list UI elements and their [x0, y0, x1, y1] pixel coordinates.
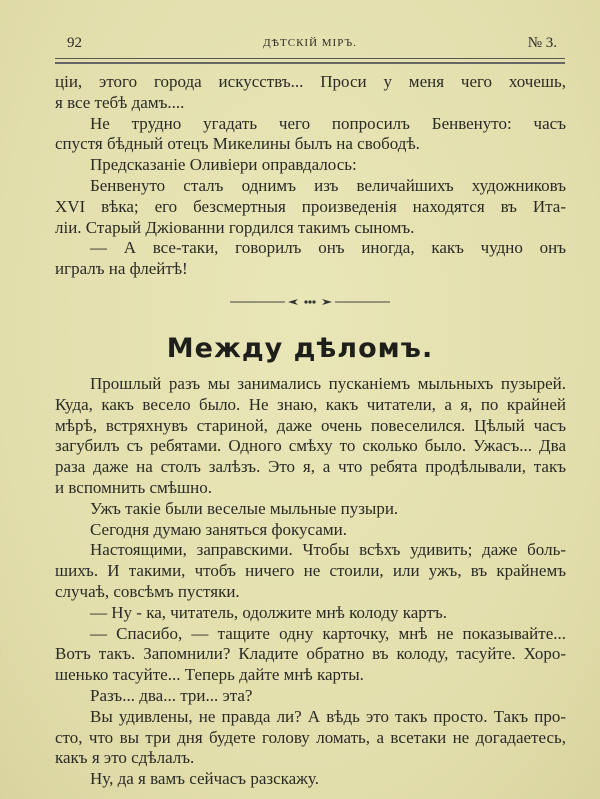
- text-line: Сегодня думаю заняться фокусами.: [90, 519, 347, 539]
- text-line: спустя бѣдный отецъ Микелины былъ на свободѣ.: [55, 134, 420, 154]
- text-line: случаѣ, совсѣмъ пустяки.: [55, 581, 240, 601]
- running-header: [55, 33, 565, 55]
- text-line: шенько тасуйте... Теперь дайте мнѣ карты.: [55, 665, 364, 685]
- text-line: Вы удивлены, не правда ли? А вѣдь это такъ просто. Такъ про-: [90, 706, 566, 726]
- text-line: и вспомнить смѣшно.: [55, 477, 212, 497]
- issue-number: № 3.: [527, 35, 557, 51]
- text-line: Настоящими, заправскими. Чтобы всѣхъ удивить; даже боль-: [90, 540, 566, 560]
- story-ending: [55, 72, 566, 280]
- text-line: загубилъ съ ребятами. Одного смѣху то сколько было. Ужасъ... Два: [55, 436, 566, 456]
- text-line: раза даже на столъ залѣзъ. Это я, а что ребята продѣлывали, такъ: [55, 457, 566, 477]
- text-line: Куда, какъ весело было. Не знаю, какъ читатели, а я, по крайней: [55, 394, 566, 414]
- text-line: Ужъ такіе были веселые мыльные пузыри.: [90, 498, 399, 518]
- section-divider-ornament: [230, 297, 390, 307]
- text-line: Разъ... два... три... эта?: [90, 685, 253, 705]
- article-title: Между дѣломъ.: [166, 333, 434, 364]
- text-line: Бенвенуто сталъ однимъ изъ величайшихъ художниковъ: [90, 175, 566, 195]
- text-line: Ну, да я вамъ сейчасъ разскажу.: [90, 769, 319, 789]
- text-line: Прошлый разъ мы занимались пусканіемъ мыльныхъ пузырей.: [90, 374, 566, 393]
- text-line: Не трудно угадать чего попросилъ Бенвенуто: часъ: [90, 113, 566, 133]
- text-line: какъ я это сдѣлалъ.: [55, 748, 195, 768]
- text-line: игралъ на флейтѣ!: [55, 259, 188, 279]
- text-line: — А все-таки, говорилъ онъ иногда, какъ чудно онъ: [90, 238, 566, 258]
- text-line: шихъ. И такими, чтобъ ничего не стоили, или ужъ, въ крайнемъ: [55, 561, 566, 581]
- article-body: [55, 374, 566, 790]
- text-line: Вотъ такъ. Запомнили? Кладите обратно въ колоду, тасуйте. Хоро-: [55, 644, 566, 664]
- text-line: — Ну - ка, читатель, одолжите мнѣ колоду картъ.: [90, 602, 448, 622]
- text-line: я все тебѣ дамъ....: [55, 92, 185, 112]
- text-line: сто, что вы три дня будете голову ломать, а всетаки не догадаетесь,: [55, 727, 566, 747]
- text-line: — Спасибо, — тащите одну карточку, мнѣ не показывайте...: [90, 623, 566, 643]
- header-rule: [55, 58, 565, 64]
- journal-title: ДѢТСКІЙ МІРЪ.: [263, 37, 357, 49]
- text-line: XVI вѣка; его безсмертныя произведенія находятся въ Ита-: [55, 196, 566, 216]
- text-line: ліи. Старый Джіованни гордился такимъ сыномъ.: [55, 217, 415, 237]
- text-line: Предсказаніе Оливіери оправдалось:: [90, 155, 357, 175]
- text-line: мѣрѣ, встряхнувъ стариной, даже очень повеселился. Цѣлый часъ: [55, 415, 566, 435]
- page-number: 92: [67, 35, 82, 51]
- text-line: ціи, этого города искусствъ... Проси у меня чего хочешь,: [55, 72, 566, 91]
